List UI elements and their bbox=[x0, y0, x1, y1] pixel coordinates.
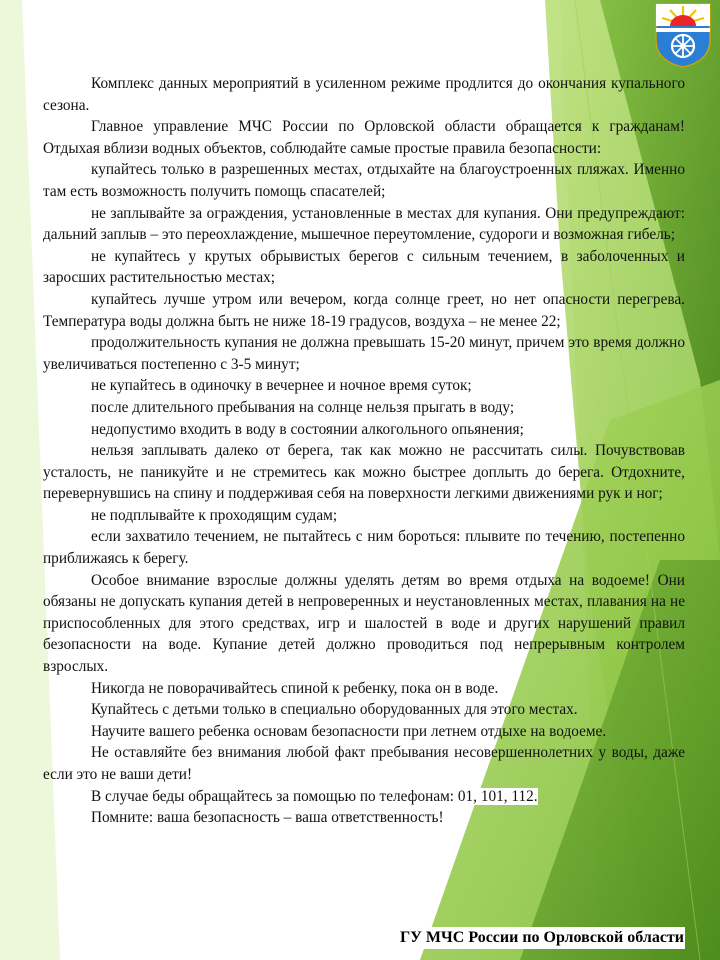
rule-no-jumping: после длительного пребывания на солнце нельзя прыгать в воду; bbox=[91, 398, 515, 416]
body-text bbox=[43, 73, 685, 829]
paragraph-teach-child: Научите вашего ребенка основам безопасности при летнем отдыхе на водоеме. bbox=[91, 722, 607, 740]
rule-current: если захватило течением, не пытайтесь с ним бороться: плывите по течению, постепенно приближаясь к берегу. bbox=[43, 528, 685, 568]
slogan-text: Помните: ваша безопасность – ваша ответственность! bbox=[91, 809, 444, 827]
rule-no-ships: не подплывайте к проходящим судам; bbox=[91, 506, 338, 524]
paragraph-season: Комплекс данных мероприятий в усиленном режиме продлится до окончания купального сезона. bbox=[43, 75, 685, 114]
rule-not-far: нельзя заплывать далеко от берега, так как можно не рассчитать силы. Почувствовав усталость, не паникуйте и не стремитесь как можно быстрее доплыть до берега. Отдохните, перевернувшись на спину и поддерживая себя на поверхности легкими движениями рук и ног; bbox=[43, 442, 685, 503]
phones-text: В случае беды обращайтесь за помощью по телефонам: 01, 101, 112. bbox=[91, 787, 538, 805]
paragraph-minors: Не оставляйте без внимания любой факт пребывания несовершеннолетних у воды, даже если это не ваши дети! bbox=[43, 744, 685, 783]
paragraph-phones bbox=[43, 786, 685, 808]
rule-no-alcohol: недопустимо входить в воду в состоянии алкогольного опьянения; bbox=[91, 420, 524, 438]
rule-barriers: не заплывайте за ограждения, установленные в местах для купания. Они предупреждают: дальний заплыв – это переохлаждение, мышечное переутомление, судороги и возможная гибель; bbox=[43, 204, 685, 244]
rule-allowed-places: купайтесь только в разрешенных местах, отдыхайте на благоустроенных пляжах. Именно там есть возможность получить помощь спасателей; bbox=[43, 161, 685, 200]
coat-of-arms-icon bbox=[654, 2, 712, 68]
paragraph-slogan bbox=[43, 807, 685, 829]
paragraph-never-turn-back: Никогда не поворачивайтесь спиной к ребенку, пока он в воде. bbox=[91, 679, 499, 697]
paragraph-appeal: Главное управление МЧС России по Орловской области обращается к гражданам! Отдыхая вблизи водных объектов, соблюдайте самые простые правила безопасности: bbox=[43, 118, 685, 157]
rule-not-alone: не купайтесь в одиночку в вечернее и ночное время суток; bbox=[91, 377, 472, 395]
rule-duration: продолжительность купания не должна превышать 15-20 минут, причем это время должно увеличиваться постепенно с 3-5 минут; bbox=[43, 334, 685, 373]
paragraph-equipped-places: Купайтесь с детьми только в специально оборудованных для этого местах. bbox=[91, 701, 578, 719]
signature: ГУ МЧС России по Орловской области bbox=[399, 927, 685, 949]
paragraph-children: Особое внимание взрослые должны уделять детям во время отдыха на водоеме! Они обязаны не допускать купания детей в непроверенных и неустановленных местах, плавания на не приспособленных для этого средствах, игр и шалостей в воде и других нарушений правил безопасности на воде. Купание детей должно проводиться под непрерывным контролем взрослых. bbox=[43, 571, 685, 676]
rule-steep-banks: не купайтесь у крутых обрывистых берегов с сильным течением, в заболоченных и заросших растительностью местах; bbox=[43, 247, 685, 287]
rule-time-of-day: купайтесь лучше утром или вечером, когда солнце греет, но нет опасности перегрева. Температура воды должна быть не ниже 18-19 градусов, воздуха – не менее 22; bbox=[43, 290, 685, 330]
